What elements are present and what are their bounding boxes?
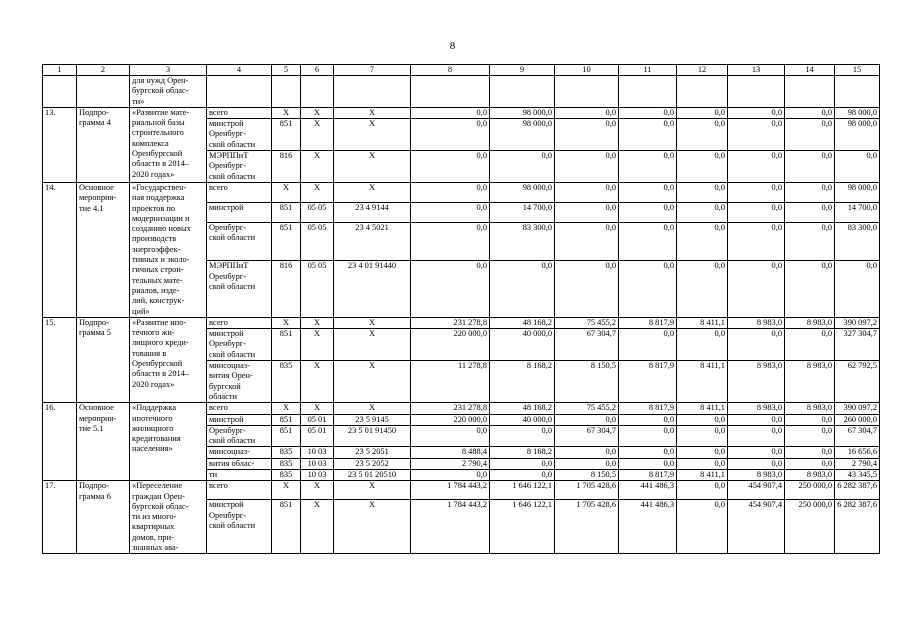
executor-cell: минстрой Оренбург- ской области bbox=[207, 329, 272, 361]
year-2016-cell: 67 304,7 bbox=[555, 425, 619, 447]
year-2018-cell: 0,0 bbox=[677, 107, 728, 118]
year-2018-cell: 0,0 bbox=[677, 223, 728, 261]
year-2015-cell: 14 700,0 bbox=[490, 202, 555, 222]
empty-cell bbox=[785, 76, 835, 108]
grbs-code-cell: 851 bbox=[272, 414, 301, 425]
target-code-cell: Х bbox=[334, 107, 411, 118]
table-row bbox=[43, 403, 880, 414]
grbs-code-cell: 851 bbox=[272, 500, 301, 554]
year-2016-cell: 0,0 bbox=[555, 202, 619, 222]
grbs-code-cell: 851 bbox=[272, 119, 301, 151]
total-cell: 98 000,0 bbox=[835, 182, 880, 202]
grbs-code-cell: 851 bbox=[272, 329, 301, 361]
year-2014-cell: 231 278,8 bbox=[411, 317, 490, 328]
year-2019-cell: 0,0 bbox=[728, 329, 785, 361]
year-2019-cell: 0,0 bbox=[728, 119, 785, 151]
year-2016-cell: 75 455,2 bbox=[555, 403, 619, 414]
executor-cell: минстрой Оренбург- ской области bbox=[207, 119, 272, 151]
year-2014-cell: 0,0 bbox=[411, 182, 490, 202]
executor-cell: минстрой bbox=[207, 414, 272, 425]
target-code-cell: 23 4 9144 bbox=[334, 202, 411, 222]
year-2014-cell: 0,0 bbox=[411, 425, 490, 447]
table-row bbox=[43, 481, 880, 500]
year-2020-cell: 0,0 bbox=[785, 151, 835, 183]
empty-cell bbox=[728, 76, 785, 108]
year-2017-cell: 8 817,9 bbox=[619, 361, 677, 403]
year-2018-cell: 0,0 bbox=[677, 481, 728, 500]
table-row bbox=[43, 107, 880, 118]
section-code-cell: 05 05 bbox=[301, 223, 334, 261]
year-2019-cell: 0,0 bbox=[728, 223, 785, 261]
column-header: 7 bbox=[334, 65, 411, 76]
year-2019-cell: 0,0 bbox=[728, 414, 785, 425]
grbs-code-cell: Х bbox=[272, 107, 301, 118]
grbs-code-cell: 851 bbox=[272, 425, 301, 447]
year-2015-cell: 48 168,2 bbox=[490, 317, 555, 328]
target-code-cell: Х bbox=[334, 329, 411, 361]
year-2018-cell: 0,0 bbox=[677, 414, 728, 425]
year-2018-cell: 0,0 bbox=[677, 119, 728, 151]
section-code-cell: 10 03 bbox=[301, 469, 334, 480]
year-2016-cell: 0,0 bbox=[555, 261, 619, 318]
target-code-cell: 23 5 01 20510 bbox=[334, 469, 411, 480]
year-2015-cell: 8 168,2 bbox=[490, 447, 555, 458]
year-2017-cell: 0,0 bbox=[619, 107, 677, 118]
year-2017-cell: 441 486,3 bbox=[619, 481, 677, 500]
year-2020-cell: 8 983,0 bbox=[785, 317, 835, 328]
header-row bbox=[43, 65, 880, 76]
grbs-code-cell: 835 bbox=[272, 469, 301, 480]
year-2015-cell: 8 168,2 bbox=[490, 361, 555, 403]
total-cell: 67 304,7 bbox=[835, 425, 880, 447]
year-2018-cell: 0,0 bbox=[677, 447, 728, 458]
continuation-text: для нужд Орен- бургской облас- ти» bbox=[130, 76, 207, 108]
empty-cell bbox=[77, 76, 130, 108]
year-2015-cell: 0,0 bbox=[490, 425, 555, 447]
total-cell: 2 790,4 bbox=[835, 458, 880, 469]
year-2019-cell: 0,0 bbox=[728, 202, 785, 222]
continuation-row bbox=[43, 76, 880, 108]
year-2015-cell: 0,0 bbox=[490, 458, 555, 469]
year-2017-cell: 0,0 bbox=[619, 414, 677, 425]
year-2018-cell: 8 411,1 bbox=[677, 317, 728, 328]
target-code-cell: Х bbox=[334, 182, 411, 202]
year-2020-cell: 8 983,0 bbox=[785, 361, 835, 403]
year-2019-cell: 454 907,4 bbox=[728, 481, 785, 500]
year-2018-cell: 8 411,1 bbox=[677, 469, 728, 480]
grbs-code-cell: Х bbox=[272, 403, 301, 414]
year-2018-cell: 0,0 bbox=[677, 261, 728, 318]
executor-cell: вития облас- bbox=[207, 458, 272, 469]
empty-cell bbox=[677, 76, 728, 108]
year-2020-cell: 0,0 bbox=[785, 425, 835, 447]
target-code-cell: Х bbox=[334, 403, 411, 414]
program-name: «Поддержка ипотечного жилищного кредитования населения» bbox=[130, 403, 207, 481]
year-2018-cell: 8 411,1 bbox=[677, 361, 728, 403]
row-number: 16. bbox=[43, 403, 77, 481]
total-cell: 62 792,5 bbox=[835, 361, 880, 403]
year-2018-cell: 0,0 bbox=[677, 425, 728, 447]
column-header: 4 bbox=[207, 65, 272, 76]
executor-cell: всего bbox=[207, 403, 272, 414]
section-code-cell: Х bbox=[301, 500, 334, 554]
year-2020-cell: 8 983,0 bbox=[785, 403, 835, 414]
section-code-cell: 05 05 bbox=[301, 202, 334, 222]
program-status: Подпро- грамма 5 bbox=[77, 317, 130, 402]
section-code-cell: Х bbox=[301, 107, 334, 118]
grbs-code-cell: 835 bbox=[272, 447, 301, 458]
section-code-cell: Х bbox=[301, 317, 334, 328]
section-code-cell: 05 05 bbox=[301, 261, 334, 318]
year-2016-cell: 0,0 bbox=[555, 119, 619, 151]
empty-cell bbox=[619, 76, 677, 108]
year-2018-cell: 0,0 bbox=[677, 182, 728, 202]
column-header: 3 bbox=[130, 65, 207, 76]
year-2014-cell: 231 278,8 bbox=[411, 403, 490, 414]
empty-cell bbox=[334, 76, 411, 108]
year-2020-cell: 250 000,0 bbox=[785, 481, 835, 500]
year-2019-cell: 0,0 bbox=[728, 151, 785, 183]
total-cell: 327 304,7 bbox=[835, 329, 880, 361]
section-code-cell: Х bbox=[301, 329, 334, 361]
budget-table bbox=[42, 64, 880, 554]
year-2015-cell: 1 646 122,1 bbox=[490, 481, 555, 500]
executor-cell: минстрой bbox=[207, 202, 272, 222]
year-2018-cell: 0,0 bbox=[677, 458, 728, 469]
column-header: 1 bbox=[43, 65, 77, 76]
program-name: «Государствен- ная поддержка проектов по модернизации и созданию новых производств энергоэффек- тивных и эколо- гичных строи- тельных мате- риалов, изде- лий, конструк- ций» bbox=[130, 182, 207, 317]
executor-cell: Оренбург- ской области bbox=[207, 223, 272, 261]
year-2016-cell: 1 705 428,6 bbox=[555, 500, 619, 554]
program-name: «Переселение граждан Орен- бургской облас- ти из много- квартирных домов, при- знанных ава- bbox=[130, 481, 207, 554]
year-2017-cell: 0,0 bbox=[619, 223, 677, 261]
executor-cell: ти bbox=[207, 469, 272, 480]
section-code-cell: Х bbox=[301, 182, 334, 202]
target-code-cell: Х bbox=[334, 119, 411, 151]
total-cell: 390 097,2 bbox=[835, 317, 880, 328]
target-code-cell: Х bbox=[334, 500, 411, 554]
target-code-cell: 23 5 9145 bbox=[334, 414, 411, 425]
year-2017-cell: 0,0 bbox=[619, 202, 677, 222]
page-number: 8 bbox=[449, 40, 456, 52]
program-status: Подпро- грамма 4 bbox=[77, 107, 130, 182]
section-code-cell: Х bbox=[301, 403, 334, 414]
grbs-code-cell: 835 bbox=[272, 458, 301, 469]
section-code-cell: 10 03 bbox=[301, 447, 334, 458]
column-header: 12 bbox=[677, 65, 728, 76]
program-name: «Развитие ипо- течного жи- лищного креди- тования в Оренбургской области в 2014– 2020 годах» bbox=[130, 317, 207, 402]
target-code-cell: Х bbox=[334, 481, 411, 500]
section-code-cell: 05 01 bbox=[301, 414, 334, 425]
year-2017-cell: 0,0 bbox=[619, 447, 677, 458]
column-header: 13 bbox=[728, 65, 785, 76]
target-code-cell: Х bbox=[334, 317, 411, 328]
year-2016-cell: 0,0 bbox=[555, 107, 619, 118]
year-2014-cell: 0,0 bbox=[411, 202, 490, 222]
year-2018-cell: 0,0 bbox=[677, 202, 728, 222]
total-cell: 16 656,6 bbox=[835, 447, 880, 458]
year-2015-cell: 98 000,0 bbox=[490, 182, 555, 202]
program-status: Основное мероприя- тие 4.1 bbox=[77, 182, 130, 317]
year-2016-cell: 0,0 bbox=[555, 447, 619, 458]
year-2014-cell: 0,0 bbox=[411, 469, 490, 480]
column-header: 2 bbox=[77, 65, 130, 76]
executor-cell: минстрой Оренбург- ской области bbox=[207, 500, 272, 554]
year-2019-cell: 0,0 bbox=[728, 425, 785, 447]
column-header: 9 bbox=[490, 65, 555, 76]
grbs-code-cell: Х bbox=[272, 182, 301, 202]
year-2017-cell: 0,0 bbox=[619, 151, 677, 183]
column-header: 14 bbox=[785, 65, 835, 76]
target-code-cell: 23 5 2052 bbox=[334, 458, 411, 469]
executor-cell: Оренбург- ской области bbox=[207, 425, 272, 447]
year-2020-cell: 0,0 bbox=[785, 223, 835, 261]
year-2017-cell: 0,0 bbox=[619, 329, 677, 361]
year-2020-cell: 250 000,0 bbox=[785, 500, 835, 554]
year-2016-cell: 0,0 bbox=[555, 151, 619, 183]
empty-cell bbox=[411, 76, 490, 108]
column-header: 6 bbox=[301, 65, 334, 76]
year-2015-cell: 40 000,0 bbox=[490, 329, 555, 361]
year-2016-cell: 0,0 bbox=[555, 414, 619, 425]
empty-cell bbox=[43, 76, 77, 108]
year-2014-cell: 11 278,8 bbox=[411, 361, 490, 403]
year-2018-cell: 0,0 bbox=[677, 500, 728, 554]
grbs-code-cell: 816 bbox=[272, 151, 301, 183]
year-2020-cell: 0,0 bbox=[785, 447, 835, 458]
year-2015-cell: 1 646 122,1 bbox=[490, 500, 555, 554]
row-number: 13. bbox=[43, 107, 77, 182]
target-code-cell: 23 4 01 91440 bbox=[334, 261, 411, 318]
executor-cell: всего bbox=[207, 182, 272, 202]
year-2019-cell: 0,0 bbox=[728, 107, 785, 118]
year-2018-cell: 0,0 bbox=[677, 329, 728, 361]
total-cell: 0,0 bbox=[835, 261, 880, 318]
year-2014-cell: 0,0 bbox=[411, 261, 490, 318]
executor-cell: всего bbox=[207, 317, 272, 328]
empty-cell bbox=[207, 76, 272, 108]
year-2017-cell: 0,0 bbox=[619, 458, 677, 469]
year-2020-cell: 0,0 bbox=[785, 458, 835, 469]
total-cell: 6 282 387,6 bbox=[835, 481, 880, 500]
executor-cell: минсоциаз- вития Орен- бургской области bbox=[207, 361, 272, 403]
year-2015-cell: 98 000,0 bbox=[490, 107, 555, 118]
section-code-cell: 10 03 bbox=[301, 458, 334, 469]
executor-cell: МЭРППиТ Оренбург- ской области bbox=[207, 261, 272, 318]
year-2017-cell: 8 817,9 bbox=[619, 403, 677, 414]
year-2015-cell: 83 300,0 bbox=[490, 223, 555, 261]
year-2016-cell: 1 705 428,6 bbox=[555, 481, 619, 500]
year-2016-cell: 67 304,7 bbox=[555, 329, 619, 361]
year-2020-cell: 0,0 bbox=[785, 119, 835, 151]
year-2017-cell: 0,0 bbox=[619, 119, 677, 151]
empty-cell bbox=[272, 76, 301, 108]
total-cell: 98 000,0 bbox=[835, 107, 880, 118]
section-code-cell: Х bbox=[301, 119, 334, 151]
year-2016-cell: 75 455,2 bbox=[555, 317, 619, 328]
year-2019-cell: 8 983,0 bbox=[728, 361, 785, 403]
year-2015-cell: 0,0 bbox=[490, 151, 555, 183]
year-2018-cell: 0,0 bbox=[677, 151, 728, 183]
year-2019-cell: 8 983,0 bbox=[728, 317, 785, 328]
year-2017-cell: 441 486,3 bbox=[619, 500, 677, 554]
total-cell: 14 700,0 bbox=[835, 202, 880, 222]
year-2017-cell: 8 817,9 bbox=[619, 317, 677, 328]
year-2020-cell: 0,0 bbox=[785, 329, 835, 361]
table-row bbox=[43, 182, 880, 202]
row-number: 15. bbox=[43, 317, 77, 402]
grbs-code-cell: 851 bbox=[272, 223, 301, 261]
year-2015-cell: 0,0 bbox=[490, 261, 555, 318]
year-2017-cell: 0,0 bbox=[619, 425, 677, 447]
target-code-cell: 23 4 5021 bbox=[334, 223, 411, 261]
empty-cell bbox=[490, 76, 555, 108]
empty-cell bbox=[835, 76, 880, 108]
year-2019-cell: 0,0 bbox=[728, 261, 785, 318]
year-2019-cell: 0,0 bbox=[728, 458, 785, 469]
year-2020-cell: 0,0 bbox=[785, 261, 835, 318]
program-status: Подпро- грамма 6 bbox=[77, 481, 130, 554]
year-2014-cell: 1 784 443,2 bbox=[411, 500, 490, 554]
row-number: 17. bbox=[43, 481, 77, 554]
year-2014-cell: 2 790,4 bbox=[411, 458, 490, 469]
total-cell: 43 345,5 bbox=[835, 469, 880, 480]
program-name: «Развитие мате- риальной базы строительного комплекса Оренбургской области в 2014– 2020 годах» bbox=[130, 107, 207, 182]
year-2014-cell: 0,0 bbox=[411, 107, 490, 118]
year-2015-cell: 98 000,0 bbox=[490, 119, 555, 151]
year-2016-cell: 0,0 bbox=[555, 223, 619, 261]
year-2019-cell: 8 983,0 bbox=[728, 403, 785, 414]
column-header: 10 bbox=[555, 65, 619, 76]
year-2016-cell: 8 150,5 bbox=[555, 469, 619, 480]
year-2014-cell: 8 488,4 bbox=[411, 447, 490, 458]
empty-cell bbox=[301, 76, 334, 108]
year-2017-cell: 0,0 bbox=[619, 261, 677, 318]
year-2015-cell: 48 168,2 bbox=[490, 403, 555, 414]
grbs-code-cell: 816 bbox=[272, 261, 301, 318]
year-2018-cell: 8 411,1 bbox=[677, 403, 728, 414]
year-2016-cell: 0,0 bbox=[555, 182, 619, 202]
table-row bbox=[43, 317, 880, 328]
year-2017-cell: 0,0 bbox=[619, 182, 677, 202]
total-cell: 260 000,0 bbox=[835, 414, 880, 425]
target-code-cell: Х bbox=[334, 361, 411, 403]
year-2019-cell: 8 983,0 bbox=[728, 469, 785, 480]
year-2014-cell: 220 000,0 bbox=[411, 414, 490, 425]
grbs-code-cell: 835 bbox=[272, 361, 301, 403]
empty-cell bbox=[555, 76, 619, 108]
year-2015-cell: 0,0 bbox=[490, 469, 555, 480]
row-number: 14. bbox=[43, 182, 77, 317]
target-code-cell: Х bbox=[334, 151, 411, 183]
grbs-code-cell: Х bbox=[272, 317, 301, 328]
year-2020-cell: 8 983,0 bbox=[785, 469, 835, 480]
grbs-code-cell: 851 bbox=[272, 202, 301, 222]
section-code-cell: Х bbox=[301, 481, 334, 500]
year-2015-cell: 40 000,0 bbox=[490, 414, 555, 425]
grbs-code-cell: Х bbox=[272, 481, 301, 500]
column-header: 8 bbox=[411, 65, 490, 76]
year-2014-cell: 1 784 443,2 bbox=[411, 481, 490, 500]
total-cell: 6 282 387,6 bbox=[835, 500, 880, 554]
program-status: Основное мероприя- тие 5.1 bbox=[77, 403, 130, 481]
column-header: 5 bbox=[272, 65, 301, 76]
year-2014-cell: 0,0 bbox=[411, 119, 490, 151]
year-2014-cell: 0,0 bbox=[411, 223, 490, 261]
year-2019-cell: 0,0 bbox=[728, 182, 785, 202]
executor-cell: МЭРППиТ Оренбург- ской области bbox=[207, 151, 272, 183]
total-cell: 98 000,0 bbox=[835, 119, 880, 151]
year-2016-cell: 8 150,5 bbox=[555, 361, 619, 403]
target-code-cell: 23 5 01 91450 bbox=[334, 425, 411, 447]
year-2016-cell: 0,0 bbox=[555, 458, 619, 469]
column-header: 15 bbox=[835, 65, 880, 76]
target-code-cell: 23 5 2051 bbox=[334, 447, 411, 458]
executor-cell: всего bbox=[207, 107, 272, 118]
total-cell: 390 097,2 bbox=[835, 403, 880, 414]
executor-cell: всего bbox=[207, 481, 272, 500]
total-cell: 83 300,0 bbox=[835, 223, 880, 261]
year-2020-cell: 0,0 bbox=[785, 414, 835, 425]
year-2020-cell: 0,0 bbox=[785, 202, 835, 222]
section-code-cell: 05 01 bbox=[301, 425, 334, 447]
year-2020-cell: 0,0 bbox=[785, 107, 835, 118]
section-code-cell: Х bbox=[301, 361, 334, 403]
total-cell: 0,0 bbox=[835, 151, 880, 183]
year-2017-cell: 8 817,9 bbox=[619, 469, 677, 480]
year-2020-cell: 0,0 bbox=[785, 182, 835, 202]
column-header: 11 bbox=[619, 65, 677, 76]
section-code-cell: Х bbox=[301, 151, 334, 183]
year-2019-cell: 0,0 bbox=[728, 447, 785, 458]
year-2019-cell: 454 907,4 bbox=[728, 500, 785, 554]
year-2014-cell: 0,0 bbox=[411, 151, 490, 183]
year-2014-cell: 220 000,0 bbox=[411, 329, 490, 361]
executor-cell: минсоциаз- bbox=[207, 447, 272, 458]
